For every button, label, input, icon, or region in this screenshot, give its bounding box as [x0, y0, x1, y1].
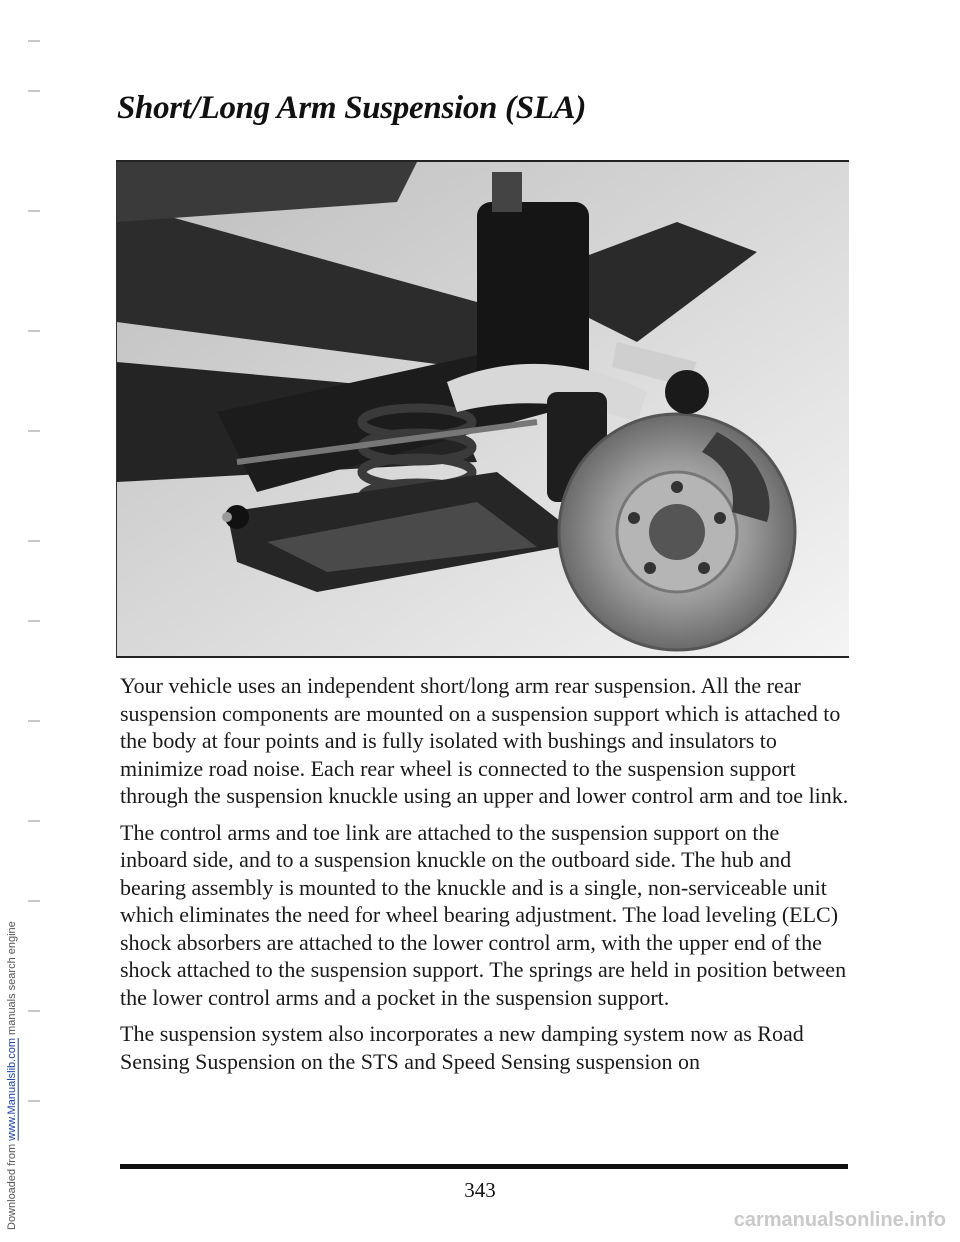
footer-rule: [120, 1164, 848, 1169]
paragraph-1: Your vehicle uses an independent short/long arm rear suspension. All the rear suspension components are mounted on a suspension support which is attached to the body at four points and is fully isolated with bushings and insulators to minimize road noise. Each rear wheel is connected to the suspension support through the suspension knuckle using an upper and lower control arm and toe link.: [120, 673, 849, 808]
suspension-photo: [116, 160, 849, 658]
source-prefix: Downloaded from: [6, 1140, 18, 1230]
body-text: [120, 672, 850, 1084]
page-title: Short/Long Arm Suspension (SLA): [117, 90, 587, 126]
paragraph-2: The control arms and toe link are attached to the suspension support on the inboard side, and to a suspension knuckle on the outboard side. The hub and bearing assembly is mounted to the knuckle and is a single, non-serviceable unit which eliminates the need for wheel bearing adjustment. The load leveling (ELC) shock absorbers are attached to the lower control arm, with the upper end of the shock attached to the suspension support. The springs are held in position between the lower control arms and a pocket in the suspension support.: [120, 819, 847, 1010]
watermark: carmanualsonline.info: [733, 1209, 946, 1231]
source-tagline: manuals search engine: [6, 921, 18, 1039]
suspension-illustration: [117, 162, 849, 656]
source-sidebar: [6, 20, 20, 1230]
page-number: 343: [464, 1178, 496, 1202]
paragraph-3: The suspension system also incorporates a new damping system now as Road Sensing Suspension on the STS and Speed Sensing suspension on: [120, 1021, 804, 1074]
margin-scan-marks: [28, 0, 42, 1242]
manualslib-link[interactable]: www.Manualslib.com: [6, 1038, 18, 1141]
